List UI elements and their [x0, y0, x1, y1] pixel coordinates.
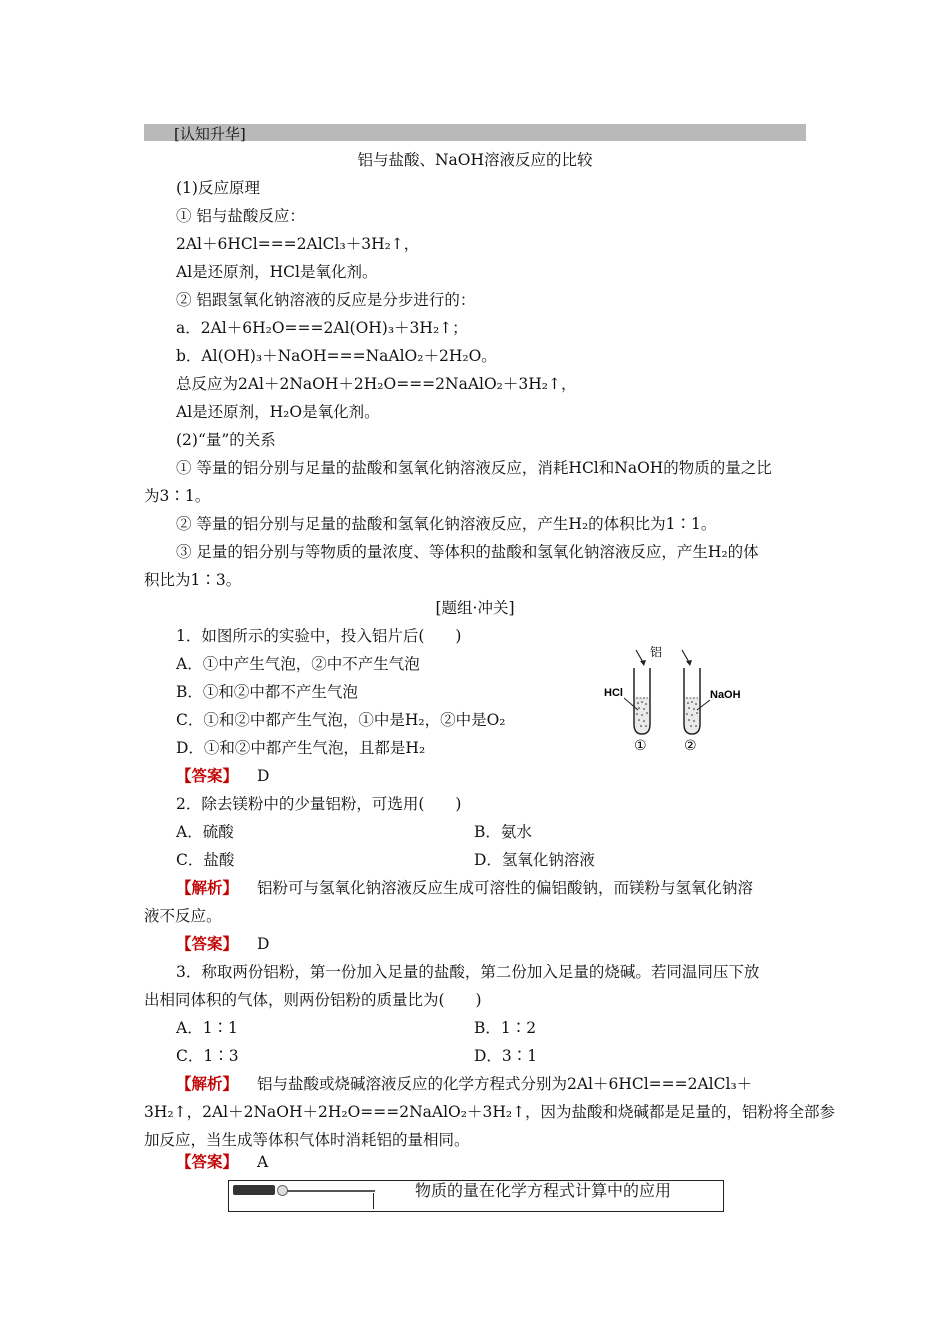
test-tube-figure	[600, 640, 760, 756]
answer-tag: 【答案】	[176, 1152, 239, 1171]
q3-option-c: C．1∶3	[176, 1047, 239, 1065]
q2-option-c: C．盐酸	[176, 851, 235, 869]
q3-analysis-line3: 加反应，当生成等体积气体时消耗铝的量相同。	[144, 1131, 470, 1149]
q3-stem-line1: 3．称取两份铝粉，第一份加入足量的盐酸，第二份加入足量的烧碱。若同温同压下放	[176, 963, 760, 981]
q2-answer	[176, 934, 269, 954]
q3-option-a: A．1∶1	[176, 1019, 238, 1037]
principle-item2-note: Al是还原剂，H₂O是氧化剂。	[176, 403, 380, 421]
right-tube-number: ②	[684, 738, 697, 754]
answer-tag: 【答案】	[176, 766, 239, 785]
quantity-heading: (2)“量”的关系	[176, 431, 276, 449]
q3-analysis-line2: 3H₂↑，2Al＋2NaOH＋2H₂O===2NaAlO₂＋3H₂↑，因为盐酸和烧碱都是足量的，铝粉将全部参	[144, 1103, 836, 1121]
answer-tag: 【答案】	[176, 934, 239, 953]
q2-analysis-line1	[176, 878, 753, 898]
exercise-title: [题组·冲关]	[435, 599, 515, 617]
left-test-tube	[634, 668, 650, 734]
principle-heading: (1)反应原理	[176, 179, 260, 197]
quantity-r1-line1: ① 等量的铝分别与足量的盐酸和氢氧化钠溶液反应，消耗HCl和NaOH的物质的量之比	[176, 459, 772, 477]
q2-option-b: B．氨水	[474, 823, 532, 841]
section-header-bar	[144, 124, 806, 141]
equation-step-b: b．Al(OH)₃＋NaOH===NaAlO₂＋2H₂O。	[176, 347, 497, 365]
answer-value: D	[256, 935, 270, 953]
analysis-text: 铝粉可与氢氧化钠溶液反应生成可溶性的偏铝酸钠，而镁粉与氢氧化钠溶	[256, 879, 753, 897]
answer-value: A	[256, 1153, 269, 1171]
quantity-r3-line1: ③ 足量的铝分别与等物质的量浓度、等体积的盐酸和氢氧化钠溶液反应，产生H₂的体	[176, 543, 759, 561]
q2-option-d: D．氢氧化钠溶液	[474, 851, 595, 869]
q2-option-a: A．硫酸	[176, 823, 234, 841]
equation-al-hcl: 2Al＋6HCl===2AlCl₃＋3H₂↑，	[176, 235, 420, 253]
q1-option-c: C．①和②中都产生气泡，①中是H₂，②中是O₂	[176, 711, 506, 729]
section-title: 铝与盐酸、NaOH溶液反应的比较	[357, 151, 593, 169]
q2-stem: 2．除去镁粉中的少量铝粉，可选用( )	[176, 795, 462, 813]
answer-value: D	[256, 767, 270, 785]
next-section-title: 物质的量在化学方程式计算中的应用	[415, 1181, 672, 1200]
analysis-text: 铝与盐酸或烧碱溶液反应的化学方程式分别为2Al＋6HCl===2AlCl₃＋	[256, 1075, 753, 1093]
box-divider	[373, 1193, 374, 1209]
q3-option-b: B．1∶2	[474, 1019, 537, 1037]
quantity-r2: ② 等量的铝分别与足量的盐酸和氢氧化钠溶液反应，产生H₂的体积比为1∶1。	[176, 515, 717, 533]
next-section-box	[228, 1180, 724, 1212]
right-test-tube	[684, 668, 700, 734]
q3-answer	[176, 1152, 268, 1172]
metal-label: 铝	[650, 645, 663, 659]
equation-total: 总反应为2Al＋2NaOH＋2H₂O===2NaAlO₂＋3H₂↑，	[176, 375, 577, 393]
knowledge-point-badge	[233, 1185, 275, 1195]
q3-analysis-line1	[176, 1074, 752, 1094]
q1-stem: 1．如图所示的实验中，投入铝片后( )	[176, 627, 462, 645]
badge-rule	[287, 1190, 375, 1192]
left-tube-label: HCl	[604, 687, 623, 699]
left-tube-number: ①	[634, 738, 647, 754]
q1-option-b: B．①和②中都不产生气泡	[176, 683, 358, 701]
right-tube-label: NaOH	[710, 689, 741, 701]
q3-option-d: D．3∶1	[474, 1047, 538, 1065]
analysis-tag: 【解析】	[176, 878, 239, 897]
q1-option-a: A．①中产生气泡，②中不产生气泡	[176, 655, 420, 673]
q1-option-d: D．①和②中都产生气泡，且都是H₂	[176, 739, 426, 757]
quantity-r3-line2: 积比为1∶3。	[144, 571, 242, 589]
quantity-r1-line2: 为3∶1。	[144, 487, 211, 505]
q3-stem-line2: 出相同体积的气体，则两份铝粉的质量比为( )	[144, 991, 482, 1009]
principle-item2-title: ② 铝跟氢氧化钠溶液的反应是分步进行的：	[176, 291, 476, 309]
q1-answer	[176, 766, 269, 786]
equation-step-a: a．2Al＋6H₂O===2Al(OH)₃＋3H₂↑；	[176, 319, 468, 337]
section-tag: [认知升华]	[174, 125, 246, 143]
analysis-tag: 【解析】	[176, 1074, 239, 1093]
principle-item1-note: Al是还原剂，HCl是氧化剂。	[176, 263, 378, 281]
principle-item1-title: ① 铝与盐酸反应：	[176, 207, 305, 225]
q2-analysis-line2: 液不反应。	[144, 907, 222, 925]
